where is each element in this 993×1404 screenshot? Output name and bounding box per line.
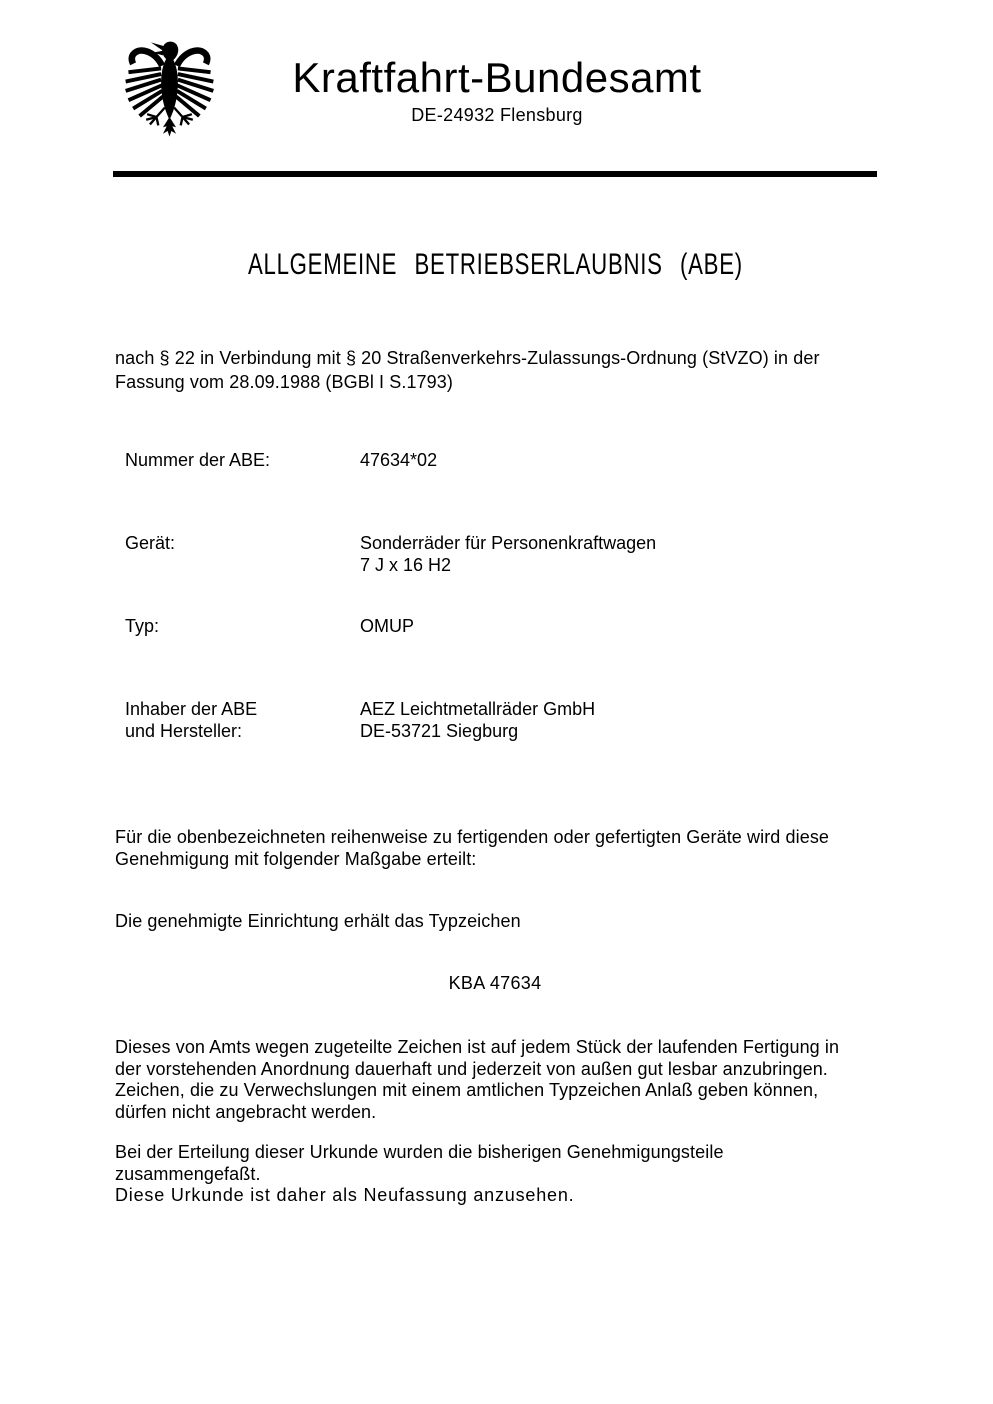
legal-basis-line: nach § 22 in Verbindung mit § 20 Straßenverkehrs-Zulassungs-Ordnung (StVZO) in der <box>115 348 820 368</box>
field-label-text: Gerät: <box>125 533 176 553</box>
type-mark-intro-text: Die genehmigte Einrichtung erhält das Typzeichen <box>115 911 521 931</box>
masthead-rule <box>113 171 877 177</box>
closing-line: Bei der Erteilung dieser Urkunde wurden die bisherigen Genehmigungsteile <box>115 1142 724 1162</box>
document-title <box>113 250 877 280</box>
field-value <box>360 532 656 576</box>
field-value-text: OMUP <box>360 616 414 636</box>
closing-final-line: Diese Urkunde ist daher als Neufassung anzusehen. <box>115 1185 575 1205</box>
field-label <box>125 615 159 637</box>
grant-paragraph <box>115 827 829 870</box>
type-mark-code: KBA 47634 <box>448 973 542 993</box>
closing-line: zusammengefaßt. <box>115 1163 261 1184</box>
legal-basis-paragraph <box>115 346 820 394</box>
field-label-text: Inhaber der ABE <box>125 699 258 719</box>
document-title-text: ALLGEMEINE BETRIEBSERLAUBNIS (ABE) <box>247 248 743 281</box>
federal-eagle-icon <box>121 38 218 140</box>
field-label-text: Typ: <box>125 616 160 636</box>
grant-line: Für die obenbezeichneten reihenweise zu fertigenden oder gefertigten Geräte wird diese <box>115 827 830 847</box>
field-label <box>125 449 270 471</box>
field-value-text: 47634*02 <box>360 450 438 470</box>
legal-basis-line: Fassung vom 28.09.1988 (BGBl I S.1793) <box>115 372 453 392</box>
marking-line: Dieses von Amts wegen zugeteilte Zeichen ist auf jedem Stück der laufenden Fertigung in <box>115 1037 840 1057</box>
closing-paragraph <box>115 1142 724 1207</box>
field-label-text: Nummer der ABE: <box>125 450 271 470</box>
field-label-text: und Hersteller: <box>125 721 243 741</box>
marking-line: dürfen nicht angebracht werden. <box>115 1101 377 1122</box>
field-label <box>125 532 175 554</box>
field-label <box>125 698 257 742</box>
field-value-text: Sonderräder für Personenkraftwagen <box>360 533 657 553</box>
marking-line: Zeichen, die zu Verwechslungen mit einem amtlichen Typzeichen Anlaß geben können, <box>115 1080 819 1100</box>
agency-name: Kraftfahrt-Bundesamt <box>292 54 702 101</box>
type-mark-intro <box>115 911 521 933</box>
agency-block <box>288 56 706 125</box>
field-value-text: DE-53721 Siegburg <box>360 721 519 741</box>
masthead <box>0 0 993 160</box>
agency-address: DE-24932 Flensburg <box>411 105 583 125</box>
field-value <box>360 615 414 637</box>
marking-paragraph <box>115 1037 839 1123</box>
field-value-text: 7 J x 16 H2 <box>360 555 452 575</box>
field-value <box>360 698 595 742</box>
field-value <box>360 449 437 471</box>
grant-line: Genehmigung mit folgender Maßgabe erteilt: <box>115 848 477 869</box>
field-value-text: AEZ Leichtmetallräder GmbH <box>360 699 596 719</box>
marking-line: der vorstehenden Anordnung dauerhaft und jederzeit von außen gut lesbar anzubringen. <box>115 1058 828 1079</box>
